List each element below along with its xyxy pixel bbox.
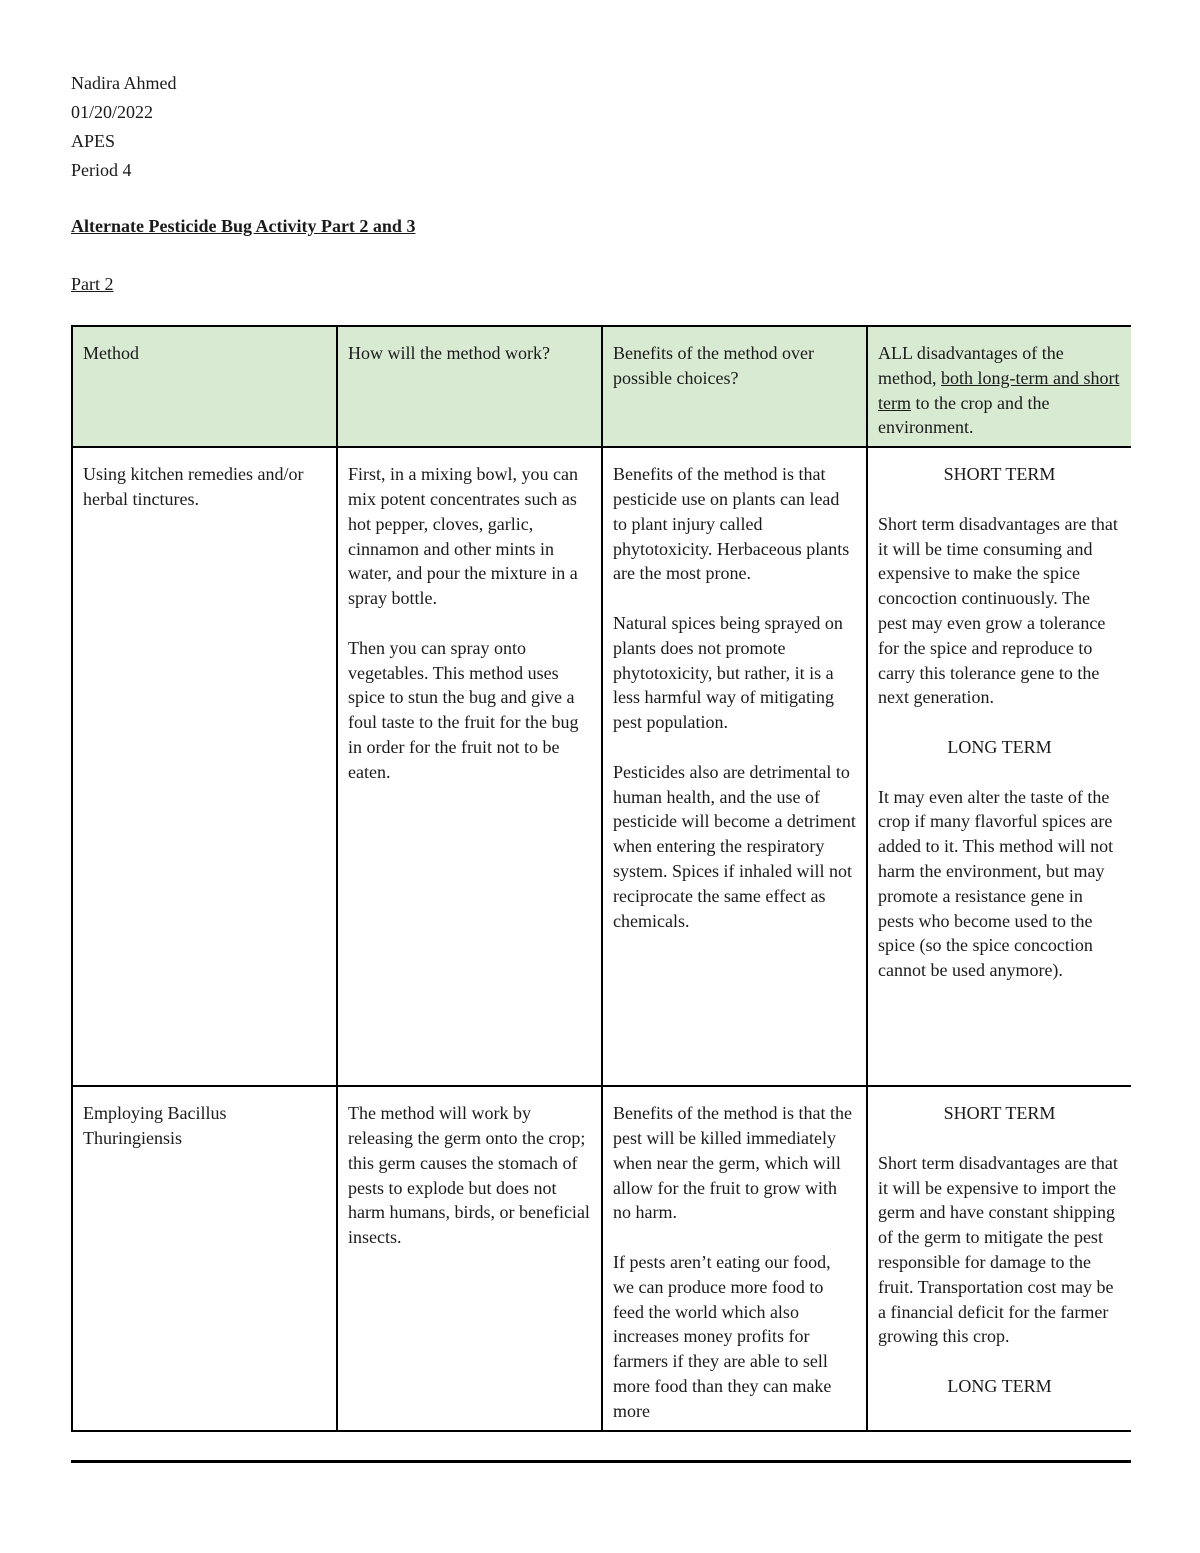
student-name: Nadira Ahmed	[71, 73, 177, 93]
header-disadv-suffix: to the crop and the environment.	[878, 392, 1050, 438]
how-paragraph: Then you can spray onto vegetables. This method uses spice to stun the bug and give a foul taste to the fruit for the bug in order for the fruit not to be eaten.	[348, 637, 579, 782]
part-label: Part 2	[71, 274, 114, 294]
how-paragraph: The method will work by releasing the germ onto the crop; this germ causes the stomach of pests to explode but does not harm humans, birds, or beneficial insects.	[348, 1103, 590, 1248]
header-disadvantages	[867, 326, 1131, 447]
benefits-cell	[602, 1086, 867, 1430]
short-term-heading: SHORT TERM	[943, 1103, 1056, 1124]
short-term-heading: SHORT TERM	[943, 464, 1056, 485]
method-cell	[72, 1086, 337, 1430]
course-name: APES	[71, 131, 116, 151]
table-row	[72, 1086, 1131, 1430]
disadvantages-cell	[867, 1086, 1131, 1430]
benefits-paragraph: Benefits of the method is that pesticide use on plants can lead to plant injury called phytotoxicity. Herbaceous plants are the most prone.	[613, 464, 850, 584]
table-header-row	[72, 326, 1131, 447]
document-date: 01/20/2022	[71, 102, 154, 122]
short-term-text: Short term disadvantages are that it will be time consuming and expensive to make the spice concoction continuously. The pest may even grow a tolerance for the spice and reproduce to carry this tolerance gene to the next generation.	[878, 513, 1118, 708]
table-row	[72, 447, 1131, 1086]
disadvantages-cell	[867, 447, 1131, 1086]
document-title: Alternate Pesticide Bug Activity Part 2 and 3	[71, 216, 416, 236]
benefits-paragraph: Pesticides also are detrimental to human health, and the use of pesticide will become a detriment when entering the respiratory system. Spices if inhaled will not reciprocate the same effect as chemicals.	[613, 761, 856, 931]
benefits-paragraph: If pests aren’t eating our food, we can produce more food to feed the world which also increases money profits for farmers if they are able to sell more food than they can make more	[613, 1251, 832, 1421]
header-disadv-prefix: ALL disadvantages of the method,	[878, 343, 1064, 388]
long-term-heading: LONG TERM	[947, 1375, 1052, 1396]
method-cell	[72, 447, 337, 1086]
header-how: How will the method work?	[337, 326, 602, 447]
how-paragraph: First, in a mixing bowl, you can mix potent concentrates such as hot pepper, cloves, garlic, cinnamon and other mints in water, and pour the mixture in a spray bottle.	[348, 464, 578, 609]
methods-table-container	[71, 325, 1131, 1463]
how-cell	[337, 1086, 602, 1430]
methods-table	[71, 325, 1131, 1432]
benefits-paragraph: Natural spices being sprayed on plants does not promote phytotoxicity, but rather, it is a less harmful way of mitigating pest population.	[613, 612, 843, 733]
header-disadv-underlined: both long-term and short term	[878, 367, 1120, 413]
header-benefits: Benefits of the method over possible choices?	[602, 326, 867, 447]
long-term-heading: LONG TERM	[947, 736, 1052, 757]
short-term-text: Short term disadvantages are that it will be expensive to import the germ and have constant shipping of the germ to mitigate the pest responsible for damage to the fruit. Transportation cost may be a financial deficit for the farmer growing this crop.	[878, 1152, 1118, 1347]
method-text: Using kitchen remedies and/or herbal tinctures.	[83, 464, 304, 509]
method-text: Employing Bacillus Thuringiensis	[83, 1103, 227, 1148]
class-period: Period 4	[71, 160, 132, 180]
header-method: Method	[72, 326, 337, 447]
long-term-text: It may even alter the taste of the crop if many flavorful spices are added to it. This method will not harm the environment, but may promote a resistance gene in pests who become used to the spice (so the spice concoction cannot be used anymore).	[878, 786, 1114, 981]
benefits-paragraph: Benefits of the method is that the pest will be killed immediately when near the germ, which will allow for the fruit to grow with no harm.	[613, 1103, 852, 1223]
benefits-cell	[602, 447, 867, 1086]
how-cell	[337, 447, 602, 1086]
